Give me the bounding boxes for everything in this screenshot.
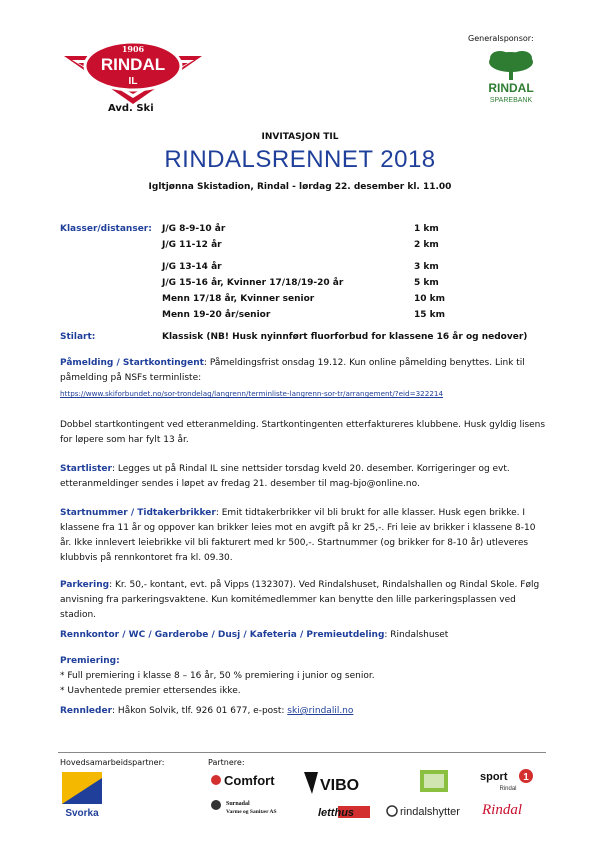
class-distance: 10 km (414, 294, 446, 304)
comfort-logo (208, 770, 290, 822)
office-label: Rennkontor / WC / Garderobe / Dusj / Kafeteria / Premieutdeling (60, 630, 385, 640)
svg-text:RINDAL: RINDAL (100, 55, 166, 74)
svg-text:Svorka: Svorka (65, 808, 99, 819)
class-name: J/G 11-12 år (162, 240, 222, 250)
leader-section (60, 704, 546, 719)
prize-item: * Uavhentede premier ettersendes ikke. (60, 686, 241, 696)
class-distance: 1 km (414, 224, 439, 234)
registration-text-1: : Påmeldingsfrist onsdag 19.12. Kun online påmelding benyttes. Link til (203, 358, 525, 368)
rindalshytter-logo (384, 768, 484, 822)
office-text: : Rindalshuset (384, 630, 449, 640)
vibo-letthus-logo (300, 768, 374, 822)
terminliste-link[interactable]: https://www.skiforbundet.no/sor-trondelag/langrenn/terminliste-langrenn-sor-tr/arrangement/?eid=322214 (60, 389, 444, 398)
class-distance: 15 km (414, 310, 446, 320)
bibs-label: Startnummer / Tidtakerbrikker (60, 508, 216, 518)
style-label: Stilart: (60, 332, 96, 342)
svg-text:Varme og Sanitær AS: Varme og Sanitær AS (226, 809, 277, 815)
svg-text:RINDAL: RINDAL (488, 81, 534, 95)
invitation-label: INVITASJON TIL (261, 132, 339, 142)
svg-text:sport: sport (480, 771, 508, 783)
general-sponsor-label: Generalsponsor: (468, 34, 534, 43)
parking-section (60, 578, 546, 623)
class-distance: 2 km (414, 240, 439, 250)
startlists-section (60, 462, 546, 492)
class-name: Menn 17/18 år, Kvinner senior (162, 294, 315, 304)
office-section (60, 628, 546, 643)
svg-text:Surnadal: Surnadal (226, 801, 250, 807)
svg-text:rindalshytter: rindalshytter (400, 806, 460, 818)
prize-item: * Full premiering i klasse 8 – 16 år, 50 % premiering i junior og senior. (60, 671, 375, 681)
event-subtitle: Igltjønna Skistadion, Rindal - lørdag 22. desember kl. 11.00 (148, 182, 452, 192)
prizes-label: Premiering (60, 656, 117, 666)
class-name: Menn 19-20 år/senior (162, 310, 271, 320)
partners-label: Partnere: (208, 758, 245, 767)
department-label: Avd. Ski (108, 103, 154, 114)
class-name: J/G 13-14 år (162, 262, 222, 272)
rindal-il-logo (58, 36, 208, 106)
prizes-section: Premiering: * Full premiering i klasse 8 – 16 år, 50 % premiering i junior og senior. * Uavhentede premier ettersendes ikke. (60, 656, 375, 696)
main-partner-label: Hovedsamarbeidspartner: (60, 758, 165, 767)
svg-text:1906: 1906 (121, 44, 145, 54)
registration-section (60, 356, 546, 402)
svorka-logo (60, 770, 106, 820)
svg-text:SPAREBANK: SPAREBANK (489, 97, 533, 104)
rindal-sparebank-logo (476, 46, 546, 106)
svg-text:1: 1 (523, 772, 529, 783)
startlists-label: Startlister (60, 464, 112, 474)
parking-text: : Kr. 50,- kontant, evt. på Vipps (132307). Ved Rindalshuset, Rindalshallen og Rindal Skole. Følg anvisning fra parkeringsvaktene. Kun komitémedlemmer kan benytte den lille parkeringsplassen ved stadion. (60, 580, 540, 620)
registration-text-2: påmelding på NSFs terminliste: (60, 373, 202, 383)
classes-label: Klasser/distanser: (60, 224, 152, 234)
class-name: J/G 15-16 år, Kvinner 17/18/19-20 år (162, 278, 344, 288)
class-distance: 3 km (414, 262, 439, 272)
svg-text:VIBO: VIBO (320, 777, 360, 794)
bibs-section (60, 506, 546, 566)
svg-text:Rindal: Rindal (482, 802, 522, 818)
leader-text: : Håkon Solvik, tlf. 926 01 677, e-post: (112, 706, 288, 716)
sport1-rindal-logo (478, 766, 546, 826)
leader-email-link[interactable]: ski@rindalil.no (287, 706, 354, 716)
svg-text:Comfort: Comfort (224, 773, 275, 788)
style-text: Klassisk (NB! Husk nyinnført fluorforbud for klassene 16 år og nedover) (162, 332, 528, 342)
late-registration-text: Dobbel startkontingent ved etteranmelding. Startkontingenten etterfaktureres klubbene. Husk gyldig lisens for løpere som har fylt 13 år. (60, 420, 546, 445)
class-name: J/G 8-9-10 år (162, 224, 226, 234)
registration-label: Påmelding / Startkontingent (60, 358, 204, 368)
startlists-text: : Legges ut på Rindal IL sine nettsider torsdag kveld 20. desember. Korrigeringer og evt. etteranmeldinger sendes i løpet av fredag 21. desember til mag-bjo@online.no. (60, 464, 510, 489)
svg-text:Rindal: Rindal (499, 786, 517, 792)
bibs-text: : Emit tidtakerbrikker vil bli brukt for alle klasser. Husk egen brikke. I klassene fra 11 år og oppover kan brikker leies mot en avgift på kr 25,-. Fri leie av brikker i klassene 8-10 år. Ikke innlevert leiebrikke vil bli fakturert med kr 500,-. Startnummer (og brikker for 8-10 år) utleveres klubbvis på rennkontoret fra kl. 09.30. (60, 508, 536, 563)
leader-label: Rennleder (60, 706, 113, 716)
footer-divider (58, 752, 546, 753)
svg-text:letthus: letthus (317, 807, 355, 819)
page-title: RINDALSRENNET 2018 (164, 146, 436, 173)
class-distance: 5 km (414, 278, 439, 288)
parking-label: Parkering (60, 580, 110, 590)
svg-text:IL: IL (128, 76, 138, 87)
